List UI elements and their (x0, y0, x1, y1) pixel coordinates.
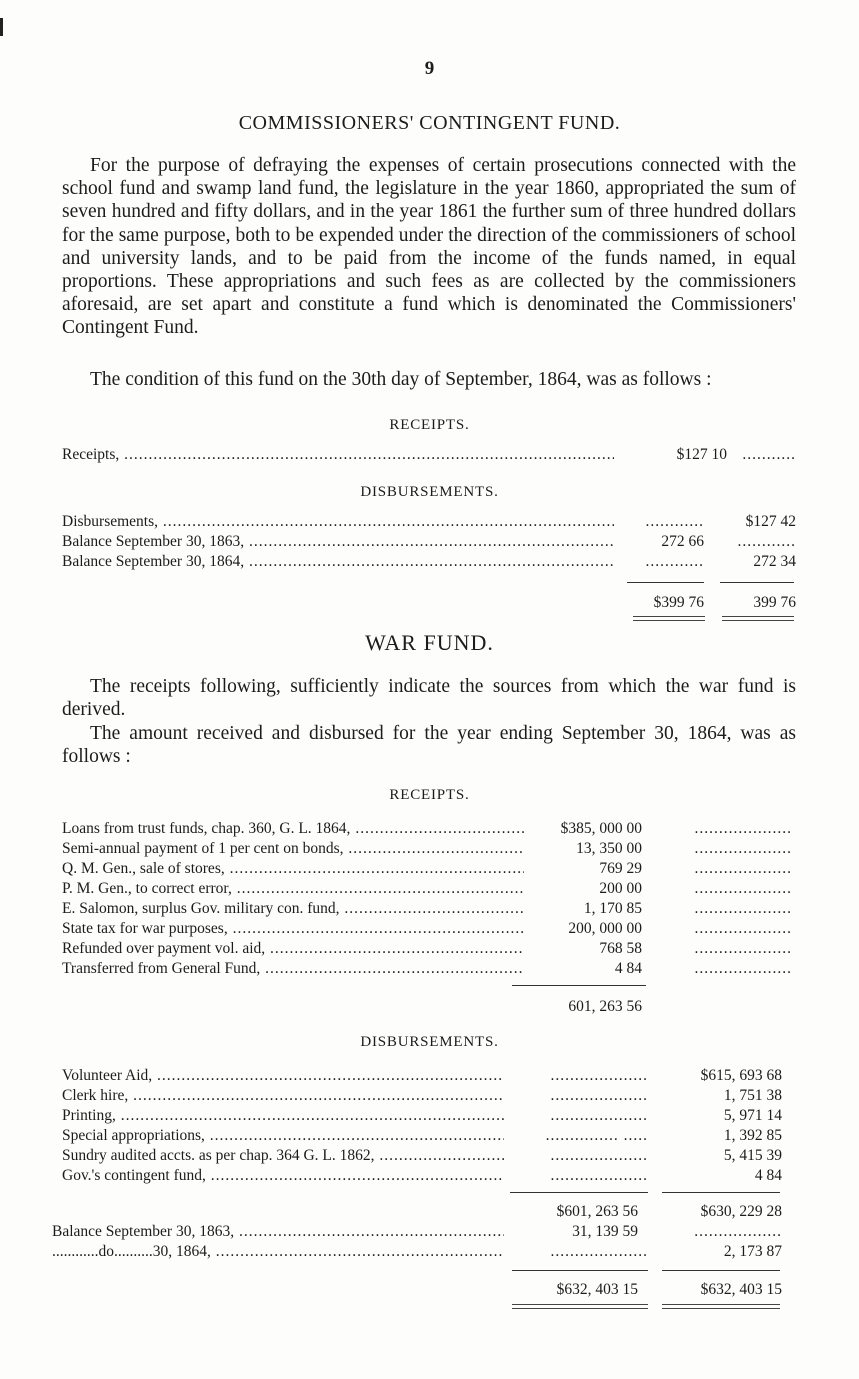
table-row (62, 512, 796, 532)
row-leader: .................... (550, 1107, 648, 1124)
double-rule (633, 616, 705, 621)
row-leader: .................... (550, 1147, 648, 1164)
rule (512, 985, 646, 986)
table-row (62, 919, 796, 939)
row-label: State tax for war purposes, ..... (62, 919, 524, 939)
table-row (62, 939, 796, 959)
subtotal-row (62, 1202, 796, 1222)
total-amount: 601, 263 56 (568, 998, 642, 1015)
row-amount: 768 58 (599, 940, 642, 957)
row-leader: .................... (550, 1243, 648, 1260)
row-leader: .................... (694, 960, 792, 977)
double-rule (722, 616, 794, 621)
row-amount: 13, 350 00 (576, 840, 642, 857)
row-leader: .................... (694, 900, 792, 917)
row-amount: $385, 000 00 (560, 820, 642, 837)
row-amount: 31, 139 59 (572, 1223, 638, 1240)
row-label: Balance September 30, 1863, ..... (62, 532, 614, 552)
row-label: Q. M. Gen., sale of stores, ..... (62, 859, 524, 879)
total-row (62, 593, 796, 613)
row-leader: ............ (645, 513, 704, 530)
war-disbursements-heading: DISBURSEMENTS. (360, 1034, 499, 1050)
row-amount: $615, 693 68 (700, 1067, 782, 1084)
row-label: Semi-annual payment of 1 per cent on bonds, ..... (62, 839, 524, 859)
row-amount: 2, 173 87 (723, 1243, 782, 1260)
row-amount: 769 29 (599, 860, 642, 877)
war-fund-intro: The receipts following, sufficiently indicate the sources from which the war fund is derived. (62, 676, 796, 721)
table-row (62, 1166, 796, 1186)
total-amount: $632, 403 15 (700, 1281, 782, 1298)
row-label: Disbursements, ..... (62, 512, 614, 532)
row-leader: .................... (550, 1167, 648, 1184)
row-label: Clerk hire, ..... (62, 1086, 504, 1106)
row-label: Special appropriations, ..... (62, 1126, 504, 1146)
rule (627, 582, 704, 583)
contingent-fund-condition: The condition of this fund on the 30th day of September, 1864, was as follows : (90, 369, 712, 390)
row-leader: ............... ..... (545, 1127, 648, 1144)
subtotal-amount: $630, 229 28 (700, 1203, 782, 1220)
table-row (62, 819, 796, 839)
row-amount: 272 34 (753, 553, 796, 570)
row-amount: 4 84 (614, 960, 642, 977)
row-label: Refunded over payment vol. aid, ..... (62, 939, 524, 959)
rule (662, 1192, 780, 1193)
contingent-receipts-heading: RECEIPTS. (389, 417, 470, 433)
rule (662, 1270, 780, 1271)
total-row (62, 1280, 796, 1300)
row-label: Balance September 30, 1863, ..... (52, 1222, 504, 1242)
row-amount: 200 00 (599, 880, 642, 897)
row-label: Sundry audited accts. as per chap. 364 G. L. 1862, ..... (62, 1146, 504, 1166)
table-row (62, 879, 796, 899)
row-leader: .................... (694, 820, 792, 837)
row-leader: ............ (645, 553, 704, 570)
row-leader: .................... (550, 1087, 648, 1104)
row-amount: 272 66 (661, 533, 704, 550)
row-leader: .................... (694, 860, 792, 877)
total-amount: $632, 403 15 (556, 1281, 638, 1298)
table-row (62, 959, 796, 979)
contingent-disbursements-heading: DISBURSEMENTS. (360, 484, 499, 500)
row-leader: .................... (694, 940, 792, 957)
row-leader: .................... (550, 1067, 648, 1084)
war-fund-title: WAR FUND. (365, 630, 494, 655)
table-row (52, 1242, 786, 1262)
row-amount: 1, 392 85 (723, 1127, 782, 1144)
row-label: Transferred from General Fund, ..... (62, 959, 524, 979)
row-leader: .................... (694, 840, 792, 857)
table-row (62, 1146, 796, 1166)
rule (512, 1270, 648, 1271)
table-row (62, 1126, 796, 1146)
total-amount: $399 76 (653, 594, 704, 611)
row-amount: 5, 971 14 (723, 1107, 782, 1124)
row-amount: $127 42 (745, 513, 796, 530)
contingent-fund-intro: For the purpose of defraying the expenses of certain prosecutions connected with the school fund and swamp land fund, the legislature in the year 1860, appropriated the sum of seven hundred and fifty dollars, and in the year 1861 the further sum of three hundred dollars for the same purpose, both to be expended under the direction of the commissioners of school and university lands, and to be paid from the income of the funds named, in equal proportions. These appropriations and such fees as are collected by the commissioners aforesaid, are set apart and constitute a fund which is denominated the Commissioners' Contingent Fund. (62, 155, 796, 339)
row-label: Printing, ..... (62, 1106, 504, 1126)
war-receipts-heading: RECEIPTS. (389, 787, 470, 803)
table-row (62, 532, 796, 552)
row-label: Loans from trust funds, chap. 360, G. L. 1864, ..... (62, 819, 524, 839)
total-amount: 399 76 (753, 594, 796, 611)
table-row (62, 552, 796, 572)
double-rule (662, 1304, 780, 1309)
row-amount: 1, 170 85 (583, 900, 642, 917)
row-label: Volunteer Aid, ..... (62, 1066, 504, 1086)
table-row (62, 1066, 796, 1086)
row-leader: .................... (694, 880, 792, 897)
double-rule (512, 1304, 648, 1309)
row-label: E. Salomon, surplus Gov. military con. fund, ..... (62, 899, 524, 919)
row-amount: 5, 415 39 (723, 1147, 782, 1164)
row-leader: ........... (742, 446, 796, 463)
table-row (62, 1086, 796, 1106)
table-row (62, 839, 796, 859)
contingent-fund-title: COMMISSIONERS' CONTINGENT FUND. (238, 112, 621, 134)
subtotal-amount: $601, 263 56 (556, 1203, 638, 1220)
row-leader: .................... (694, 920, 792, 937)
row-label: Balance September 30, 1864, ..... (62, 552, 614, 572)
row-label: Receipts, ..... (62, 445, 614, 465)
page-number: 9 (424, 58, 435, 79)
table-row (62, 445, 796, 465)
row-label: ............do..........30, 1864, ..... (52, 1242, 504, 1262)
row-label: Gov.'s contingent fund, ..... (62, 1166, 504, 1186)
margin-mark (0, 18, 3, 36)
war-fund-amount-text: The amount received and disbursed for the year ending September 30, 1864, was as follows : (62, 723, 796, 768)
row-label: P. M. Gen., to correct error, ..... (62, 879, 524, 899)
table-row (62, 1106, 796, 1126)
row-amount: 1, 751 38 (723, 1087, 782, 1104)
row-amount: $127 10 (676, 446, 727, 463)
row-leader: .................. (694, 1223, 782, 1240)
row-amount: 4 84 (754, 1167, 782, 1184)
rule (510, 1192, 648, 1193)
rule (720, 582, 794, 583)
table-row (62, 899, 796, 919)
row-leader: ............ (737, 533, 796, 550)
table-row (52, 1222, 786, 1242)
table-row (62, 859, 796, 879)
row-amount: 200, 000 00 (568, 920, 642, 937)
total-row (62, 997, 796, 1017)
